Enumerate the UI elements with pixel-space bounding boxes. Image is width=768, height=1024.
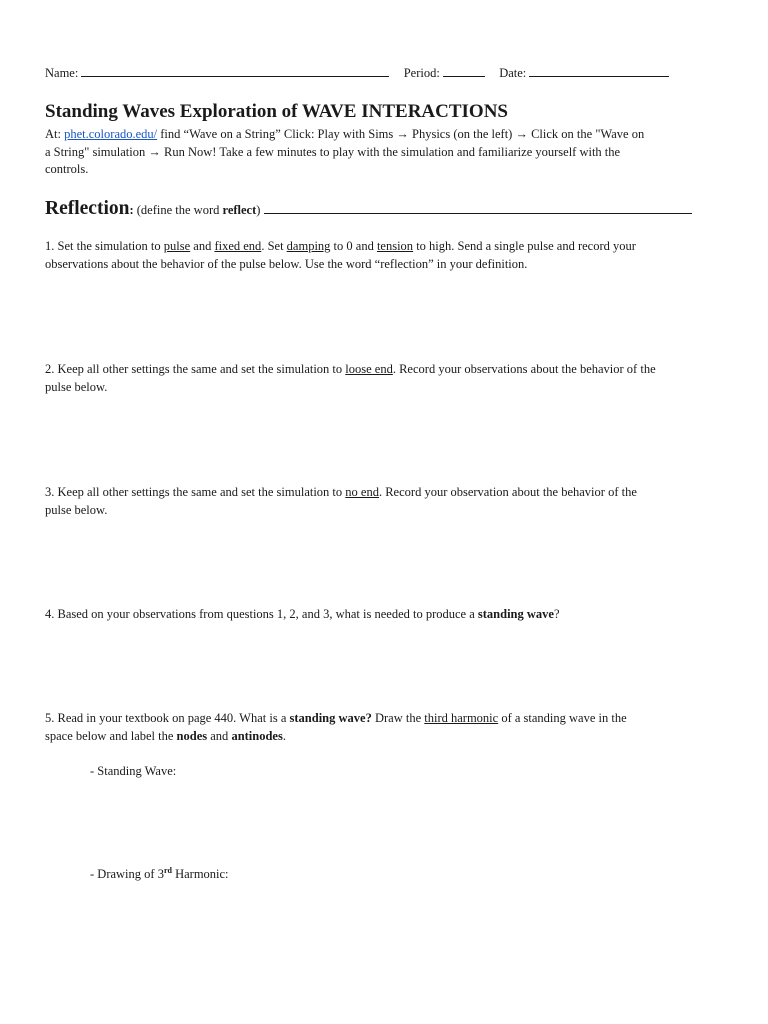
period-field[interactable] bbox=[443, 65, 485, 77]
q4-line-1 bbox=[45, 606, 725, 624]
q1-line-1 bbox=[45, 238, 725, 256]
name-field[interactable] bbox=[81, 65, 389, 77]
question-5 bbox=[45, 710, 725, 745]
q3-line-1 bbox=[45, 484, 725, 502]
q1-text: to high. Send a single pulse and record your bbox=[413, 239, 636, 253]
q2-answer-area[interactable] bbox=[45, 400, 725, 480]
q1-line-2: observations about the behavior of the pulse below. Use the word “reflection” in your definition. bbox=[45, 256, 528, 271]
header-line bbox=[45, 65, 669, 81]
q5-line-1 bbox=[45, 710, 725, 728]
q5-nodes: nodes bbox=[176, 728, 208, 743]
q5-text: space below and label the bbox=[45, 728, 177, 743]
q5-text: . bbox=[282, 728, 286, 743]
reflection-heading: Reflection bbox=[45, 198, 130, 219]
q5-third-harmonic: third harmonic bbox=[424, 711, 499, 725]
reflection-colon: : bbox=[129, 203, 134, 217]
q1-text: . Set bbox=[261, 239, 287, 253]
q4-text: 4. Based on your observations from questions 1, 2, and 3, what is needed to produce a bbox=[45, 607, 478, 621]
q3-line-2: pulse below. bbox=[45, 502, 108, 517]
q3-text: . Record your observation about the behavior of the bbox=[378, 485, 637, 499]
q5-text: of a standing wave in the bbox=[498, 711, 627, 725]
q1-damping: damping bbox=[286, 239, 331, 253]
intro-line-3: controls. bbox=[45, 162, 89, 176]
q5-text: Draw the bbox=[371, 711, 425, 725]
intro-paragraph bbox=[45, 126, 725, 179]
reflection-word: reflect bbox=[222, 203, 257, 217]
q3-no-end: no end bbox=[345, 485, 379, 499]
q1-fixed-end: fixed end bbox=[214, 239, 262, 253]
date-field[interactable] bbox=[529, 65, 669, 77]
q2-line-2: pulse below. bbox=[45, 379, 108, 394]
q5-line-2 bbox=[45, 728, 725, 746]
date-label: Date: bbox=[499, 66, 527, 80]
q5-antinodes: antinodes bbox=[231, 728, 283, 743]
standing-wave-label: - Standing Wave: bbox=[90, 764, 177, 778]
intro-text-1: find “Wave on a String” Click: Play with Sims → Physics (on the left) → Click on the "Wave on bbox=[157, 127, 645, 141]
question-2 bbox=[45, 361, 725, 396]
q1-pulse: pulse bbox=[163, 239, 191, 253]
drawing-prefix: - Drawing of 3 bbox=[90, 867, 164, 881]
q1-tension: tension bbox=[376, 239, 414, 253]
q1-text: to 0 and bbox=[330, 239, 377, 253]
intro-line-2: a String" simulation → Run Now! Take a few minutes to play with the simulation and familiarize yourself with the bbox=[45, 144, 621, 159]
question-3 bbox=[45, 484, 725, 519]
reflection-define-suffix: ) bbox=[256, 203, 261, 217]
question-1 bbox=[45, 238, 725, 273]
q3-answer-area[interactable] bbox=[45, 522, 725, 602]
drawing-answer-area[interactable] bbox=[90, 890, 720, 1000]
q3-text: 3. Keep all other settings the same and set the simulation to bbox=[45, 485, 346, 499]
question-4 bbox=[45, 606, 725, 624]
q2-text: 2. Keep all other settings the same and set the simulation to bbox=[45, 362, 346, 376]
q4-answer-area[interactable] bbox=[45, 628, 725, 704]
period-label: Period: bbox=[403, 66, 440, 80]
q1-answer-area[interactable] bbox=[45, 278, 725, 358]
q5-standing-wave: standing wave? bbox=[289, 711, 372, 725]
drawing-harmonic-label bbox=[90, 867, 229, 882]
standing-wave-answer-area[interactable] bbox=[90, 786, 720, 860]
q1-text: and bbox=[190, 239, 215, 253]
intro-line-1 bbox=[45, 126, 725, 144]
reflection-definition-field[interactable] bbox=[264, 202, 692, 214]
q5-text: 5. Read in your textbook on page 440. What is a bbox=[45, 711, 290, 725]
page-title: Standing Waves Exploration of WAVE INTERACTIONS bbox=[45, 101, 508, 122]
q2-text: . Record your observations about the behavior of the bbox=[392, 362, 656, 376]
phet-link[interactable]: phet.colorado.edu/ bbox=[64, 127, 158, 141]
q4-standing-wave: standing wave bbox=[477, 607, 554, 621]
name-label: Name: bbox=[45, 66, 79, 80]
intro-prefix: At: bbox=[45, 127, 65, 141]
reflection-line bbox=[45, 198, 692, 220]
q5-text: and bbox=[207, 728, 232, 743]
q4-text: ? bbox=[553, 607, 560, 621]
q1-text: 1. Set the simulation to bbox=[45, 239, 164, 253]
q2-line-1 bbox=[45, 361, 725, 379]
reflection-define-prefix: (define the word bbox=[133, 203, 223, 217]
drawing-superscript: rd bbox=[163, 865, 172, 875]
q2-loose-end: loose end bbox=[345, 362, 393, 376]
drawing-suffix: Harmonic: bbox=[171, 867, 229, 881]
